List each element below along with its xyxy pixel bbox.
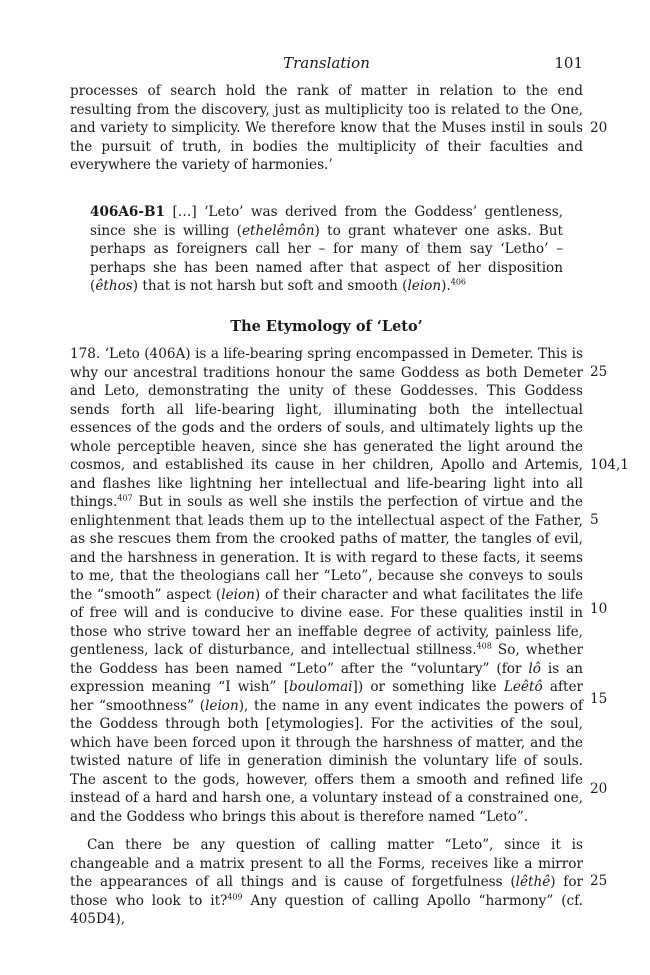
line-number: 15 bbox=[590, 691, 608, 707]
line-number: 25 bbox=[590, 873, 608, 889]
footnote-marker: 408 bbox=[476, 641, 492, 651]
line-number: 5 bbox=[590, 512, 599, 528]
line-number: 20 bbox=[590, 781, 608, 797]
line-number: 10 bbox=[590, 601, 608, 617]
continuation-paragraph: processes of search hold the rank of matter in relation to the end resulting from the discovery, just as multiplicity too is related to the One, and variety to simplicity. We therefore know that the Muses instil in souls the pursuit of truth, in bodies the multiplicity of their faculties and everywhere the variety of harmonies.’ bbox=[70, 83, 583, 173]
page-header bbox=[70, 54, 583, 74]
lemma-reference: 406A6-B1 bbox=[90, 204, 165, 220]
line-number: 104,1 bbox=[590, 457, 629, 473]
line-number: 25 bbox=[590, 364, 608, 380]
running-title: Translation bbox=[283, 54, 370, 72]
section-178-paragraph: 178. ‘Leto (406A) is a life-bearing spring encompassed in Demeter. This is why our ancestral traditions honour the same Goddess as both Demeter and Leto, demonstrating the unity of these Goddesses. This Goddess sends forth all life-bearing light, illuminating both the intellectual essences of the gods and the orders of souls, and ultimately lights up the whole perceptible heaven, since she has generated the light around the cosmos, and established its cause in her children, Apollo and Artemis, and flashes like lightning her intellectual and life-bearing light into all things.$^{407}$ But in souls as well she instils the perfection of virtue and the enlightenment that leads them up to the intellectual aspect of the Father, as she rescues them from the crooked paths of matter, the tangles of evil, and the harshness in generation. It is with regard to these facts, it seems to me, that the theologians call her “Leto”, because she conveys to souls the “smooth” aspect (leion) of their character and what facilitates the life of free will and is conducive to divine ease. For these qualities instil in those who strive toward her an ineffable degree of activity, painless life, gentleness, lack of disturbance, and intellectual stillness.$^{408}$ So, whether the Goddess has been named “Leto” after the “voluntary” (for lô is an expression meaning “I wish” [boulomai]) or something like Leêtô after her “smoothness” (leion), the name in any event indicates the powers of the Goddess through both [etymologies]. For the activities of the soul, which have been forced upon it through the harshness of matter, and the twisted nature of life in generation diminish the voluntary life of souls. The ascent to the gods, however, offers them a smooth and refined life instead of a hard and harsh one, a voluntary instead of a constrained one, and the Goddess who brings this about is therefore named “Leto”. bbox=[70, 346, 584, 825]
footnote-marker: 409 bbox=[227, 891, 243, 901]
line-number: 20 bbox=[590, 120, 608, 136]
section-heading: The Etymology of ‘Leto’ bbox=[230, 318, 423, 335]
page-number: 101 bbox=[554, 54, 583, 72]
footnote-marker: 406 bbox=[450, 277, 467, 287]
lemma-quote: 406A6-B1 […] ‘Leto’ was derived from the Goddess’ gentleness, since she is willing (ethelêmôn) to grant whatever one asks. But perhaps as foreigners call her – for many of them say ‘Letho’ – perhaps she has been named after that aspect of her disposition (êthos) that is not harsh but soft and smooth (leion).$^{406}$ bbox=[90, 204, 563, 294]
footnote-marker: 407 bbox=[117, 493, 133, 503]
closing-paragraph: Can there be any question of calling matter “Leto”, since it is changeable and a matrix present to all the Forms, receives like a mirror the appearances of all things and is cause of forgetfulness (lêthê) for those who look to it?$^{409}$ Any question of calling Apollo “harmony” (cf. 405D4), bbox=[70, 837, 583, 927]
